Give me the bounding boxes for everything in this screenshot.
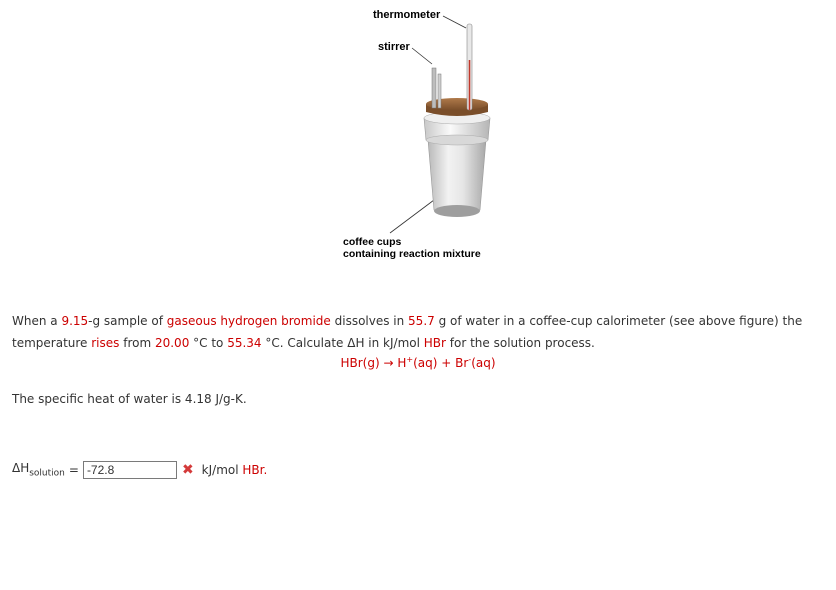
stirrer-label: stirrer: [378, 41, 410, 53]
problem-fragment: °C to: [189, 336, 228, 350]
compound-name: HBr: [423, 336, 446, 350]
calorimeter-illustration: [300, 0, 560, 270]
problem-fragment: g of water in a coffee-cup calorimeter (see above figure) the temperature: [12, 314, 803, 350]
specific-heat-text: The specific heat of water is 4.18 J/g-K.: [12, 392, 247, 406]
thermometer-mercury: [469, 60, 471, 110]
water-mass-value: 55.7: [408, 314, 435, 328]
reaction-equation: [0, 355, 836, 370]
problem-fragment: -g sample of: [88, 314, 167, 328]
problem-fragment: from: [119, 336, 155, 350]
stirrer-leader: [412, 48, 432, 64]
stirrer-rod: [432, 68, 436, 108]
equals-sign: =: [68, 463, 79, 477]
stirrer-rod-2: [438, 74, 441, 108]
final-temperature-value: 55.34: [227, 336, 262, 350]
delta-h-symbol: ΔH: [12, 461, 30, 476]
product-1-charge: +: [406, 355, 414, 364]
reaction-arrow-icon: →: [383, 356, 394, 370]
thermometer-label: thermometer: [373, 9, 441, 21]
cups-leader: [390, 200, 434, 233]
problem-text: [12, 310, 812, 354]
product-2-state: (aq): [471, 356, 496, 370]
cup-rim-line: [426, 135, 488, 145]
reactant: HBr(g): [340, 356, 380, 370]
answer-unit: [202, 463, 268, 477]
problem-fragment: When a: [12, 314, 62, 328]
problem-fragment: for the solution process.: [445, 336, 595, 350]
cup-base: [434, 205, 480, 217]
sample-mass-value: 9.15: [61, 314, 89, 328]
product-1: H: [397, 356, 407, 370]
calorimeter-figure: [300, 0, 560, 270]
thermometer-leader: [443, 16, 466, 28]
substance-name: gaseous hydrogen bromide: [166, 314, 331, 328]
cups-label-line1: coffee cups: [343, 236, 402, 248]
product-2-charge: -: [468, 355, 472, 364]
temperature-direction: rises: [91, 336, 120, 350]
lower-cup: [428, 140, 486, 214]
problem-fragment: dissolves in: [330, 314, 409, 328]
incorrect-x-icon: ✖: [181, 462, 194, 478]
unit-compound: HBr.: [242, 463, 268, 477]
initial-temperature-value: 20.00: [154, 336, 190, 350]
product-1-state: (aq): [413, 356, 438, 370]
answer-label: [12, 461, 65, 478]
unit-text: kJ/mol: [201, 463, 243, 477]
problem-fragment: °C. Calculate ΔH in kJ/mol: [261, 336, 424, 350]
delta-h-subscript: solution: [29, 468, 65, 479]
answer-input[interactable]: [83, 461, 177, 479]
product-2: Br: [455, 356, 469, 370]
answer-row: [12, 461, 267, 479]
cups-label-line2: containing reaction mixture: [343, 248, 481, 260]
plus-sign: +: [441, 356, 452, 370]
